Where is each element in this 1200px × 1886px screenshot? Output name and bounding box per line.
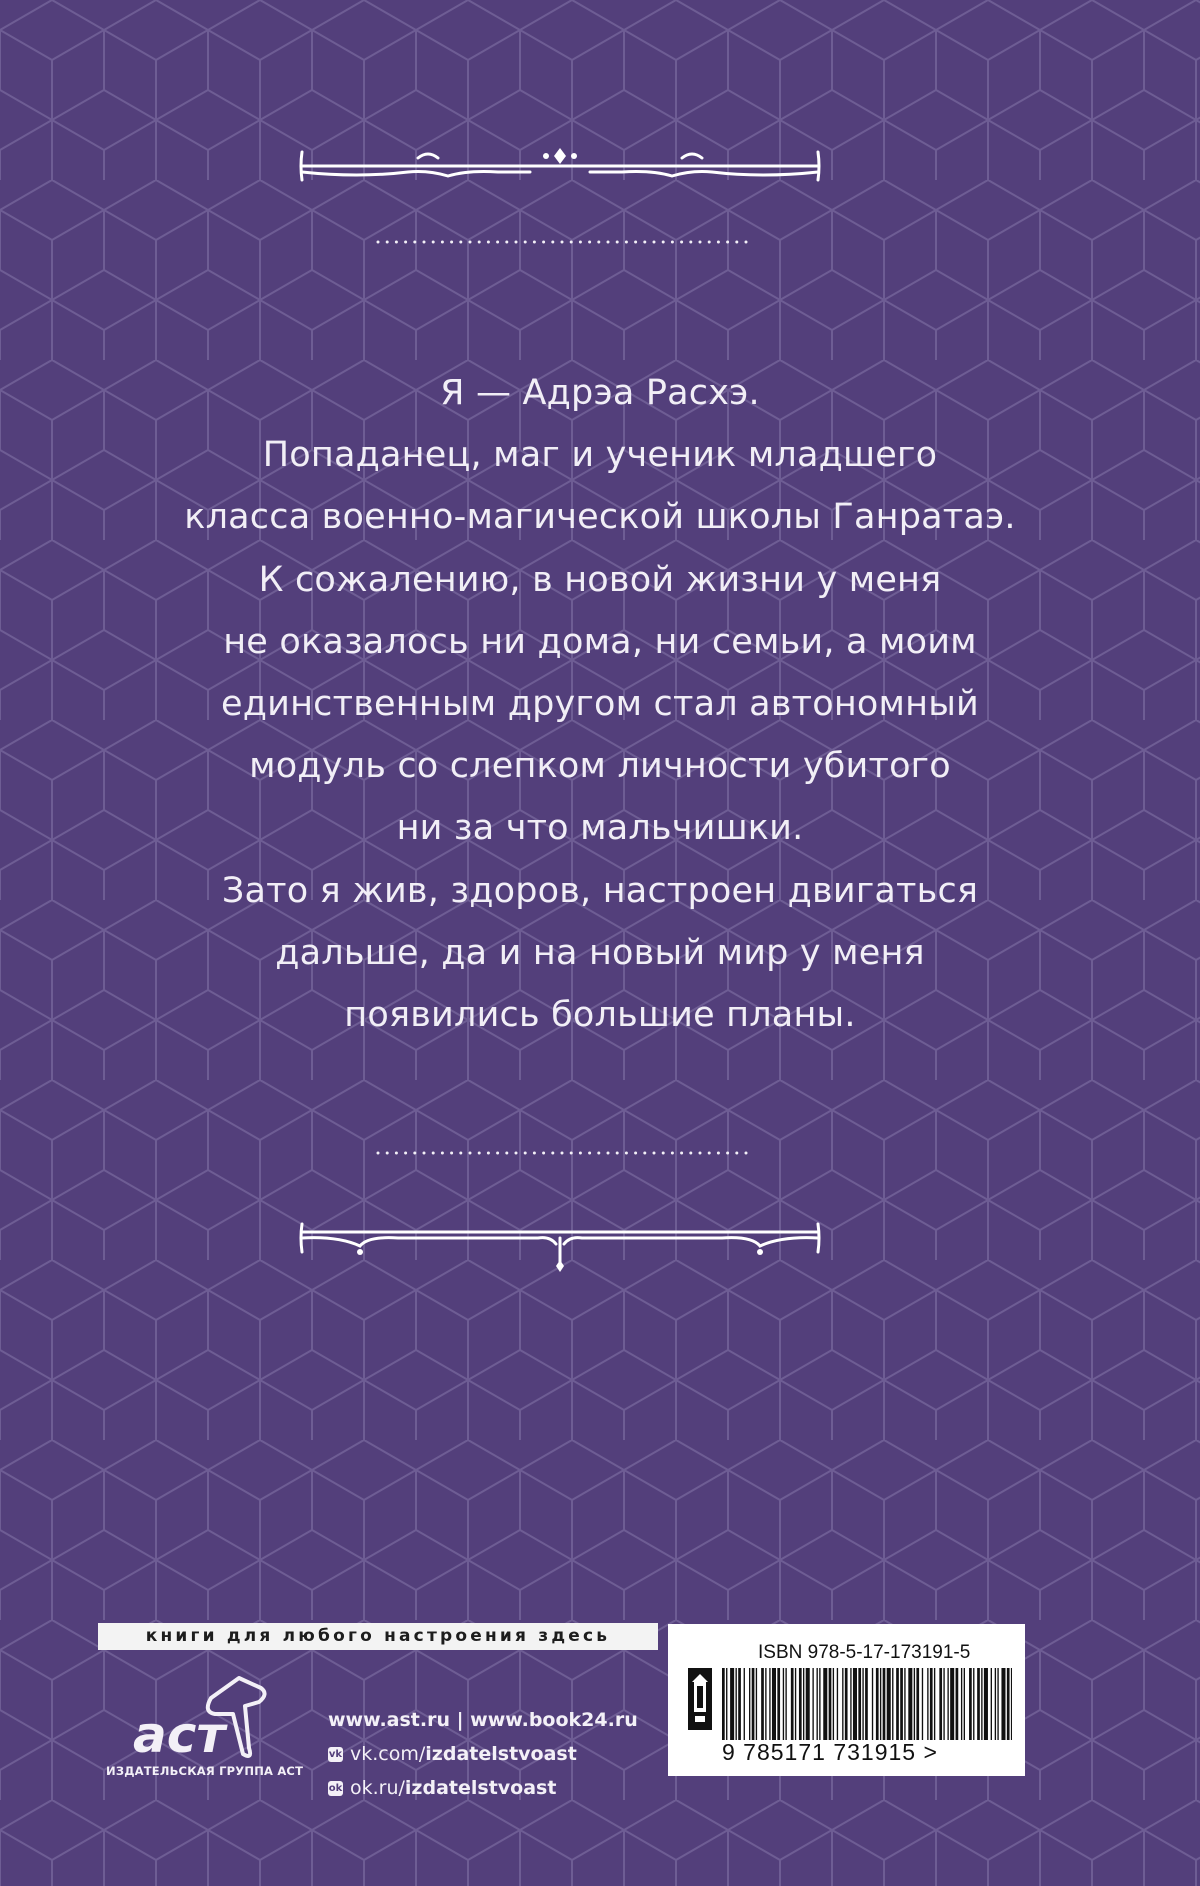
barcode-bar [812, 1668, 813, 1740]
barcode-bar [817, 1668, 818, 1740]
vk-link[interactable] [328, 1737, 638, 1771]
website-links[interactable] [328, 1703, 638, 1737]
isbn-barcode-block [668, 1624, 1025, 1776]
ast-logo [103, 1668, 283, 1768]
annotation-line: не оказалось ни дома, ни семьи, а моим [223, 621, 977, 662]
barcode-bar [947, 1668, 948, 1740]
barcode-bar [914, 1668, 915, 1740]
barcode-bar [853, 1668, 857, 1740]
barcode-bar [799, 1668, 802, 1740]
publisher-links [328, 1703, 638, 1805]
barcode-bar [950, 1668, 954, 1740]
barcode-bar [887, 1668, 891, 1740]
barcode-bar [991, 1668, 992, 1740]
barcode-bar [876, 1668, 879, 1740]
logo-lettering: аст [133, 1706, 226, 1764]
vk-prefix: vk.com/ [350, 1743, 426, 1765]
annotation-line: дальше, да и на новый мир у меня [275, 932, 925, 973]
barcode-bar [896, 1668, 899, 1740]
barcode-bar [922, 1668, 923, 1740]
barcode-bar [752, 1668, 755, 1740]
dotted-divider-top [375, 239, 750, 245]
annotation-line: Я — Адрэа Расхэ. [440, 373, 760, 413]
barcode-bar [777, 1668, 780, 1740]
barcode-bar [833, 1668, 834, 1740]
barcode-bar [984, 1668, 988, 1740]
isbn-number: ISBN 978-5-17-173191-5 [758, 1642, 971, 1663]
barcode-bar [939, 1668, 942, 1740]
barcode-bar [765, 1668, 766, 1740]
annotation-line: модуль со слепком личности убитого [249, 746, 951, 787]
barcode-bar [850, 1668, 851, 1740]
ok-link[interactable] [328, 1771, 638, 1805]
annotation-line: ни за что мальчишки. [396, 808, 804, 849]
annotation-line: единственным другом стал автономный [221, 684, 979, 725]
annotation-line: Попаданец, маг и ученик младшего [262, 435, 938, 476]
bottom-ornament-frame [298, 1222, 822, 1272]
ok-prefix: ok.ru/ [350, 1777, 405, 1799]
barcode [722, 1668, 1012, 1748]
barcode-bar [961, 1668, 962, 1740]
barcode-bar [722, 1668, 725, 1740]
barcode-bar [749, 1668, 750, 1740]
barcode-bar [934, 1668, 935, 1740]
annotation-line: класса военно-магической школы Ганратаэ. [184, 497, 1016, 538]
barcode-bar [819, 1668, 820, 1740]
vk-handle: izdatelstvoast [425, 1743, 577, 1765]
vk-icon: vk [328, 1748, 343, 1760]
barcode-bar [823, 1668, 827, 1740]
barcode-bar [795, 1668, 796, 1740]
barcode-bar [997, 1668, 998, 1740]
website-text[interactable]: www.ast.ru | www.book24.ru [328, 1709, 638, 1731]
barcode-bar [862, 1668, 863, 1740]
barcode-bar [916, 1668, 919, 1740]
barcode-bar [969, 1668, 972, 1740]
barcode-bar [842, 1668, 843, 1740]
barcode-bar [930, 1668, 933, 1740]
barcode-bar [769, 1668, 770, 1740]
barcode-bar [785, 1668, 786, 1740]
barcode-bar [726, 1668, 727, 1740]
barcode-bar [736, 1668, 737, 1740]
barcode-bar [783, 1668, 784, 1740]
barcode-bar [803, 1668, 804, 1740]
barcode-bar [791, 1668, 794, 1740]
barcode-bar [772, 1668, 776, 1740]
barcode-bar [858, 1668, 861, 1740]
barcode-bar [761, 1668, 764, 1740]
barcode-bar [995, 1668, 996, 1740]
barcode-bar [829, 1668, 832, 1740]
barcode-bar [1011, 1668, 1012, 1740]
odnoklassniki-icon: ok [328, 1782, 343, 1794]
barcode-bar [738, 1668, 741, 1740]
annotation-line: появились большие планы. [344, 995, 856, 1036]
barcode-bar [744, 1668, 745, 1740]
barcode-bar [730, 1668, 734, 1740]
top-ornament-frame [298, 146, 822, 186]
barcode-bar [892, 1668, 893, 1740]
book-annotation [150, 362, 1050, 1046]
barcode-bar [964, 1668, 965, 1740]
barcode-bar [845, 1668, 848, 1740]
barcode-bar [1007, 1668, 1010, 1740]
barcode-bar [880, 1668, 881, 1740]
barcode-bar [927, 1668, 928, 1740]
barcode-digits: 9 785171 731915 > [722, 1739, 938, 1765]
barcode-bar [872, 1668, 873, 1740]
barcode-bar [900, 1668, 903, 1740]
ok-handle: izdatelstvoast [404, 1777, 557, 1799]
barcode-bar [977, 1668, 980, 1740]
annotation-line: Зато я жив, здоров, настроен двигаться [221, 870, 979, 911]
annotation-line: К сожалению, в новой жизни у меня [258, 559, 942, 600]
barcode-bar [1001, 1668, 1005, 1740]
barcode-bar [973, 1668, 974, 1740]
barcode-bar [956, 1668, 959, 1740]
barcode-bar [908, 1668, 912, 1740]
barcode-bar [883, 1668, 886, 1740]
barcode-bar [904, 1668, 905, 1740]
barcode-bar [943, 1668, 944, 1740]
barcode-bar [806, 1668, 810, 1740]
barcode-bar [837, 1668, 838, 1740]
lantern-icon [686, 1668, 714, 1730]
publisher-tagline: книги для любого настроения здесь [98, 1623, 658, 1650]
dotted-divider-bottom [375, 1150, 750, 1156]
barcode-bar [865, 1668, 868, 1740]
barcode-bar [981, 1668, 982, 1740]
logo-caption: ИЗДАТЕЛЬСКАЯ ГРУППА АСТ [106, 1764, 304, 1778]
barcode-bar [756, 1668, 757, 1740]
